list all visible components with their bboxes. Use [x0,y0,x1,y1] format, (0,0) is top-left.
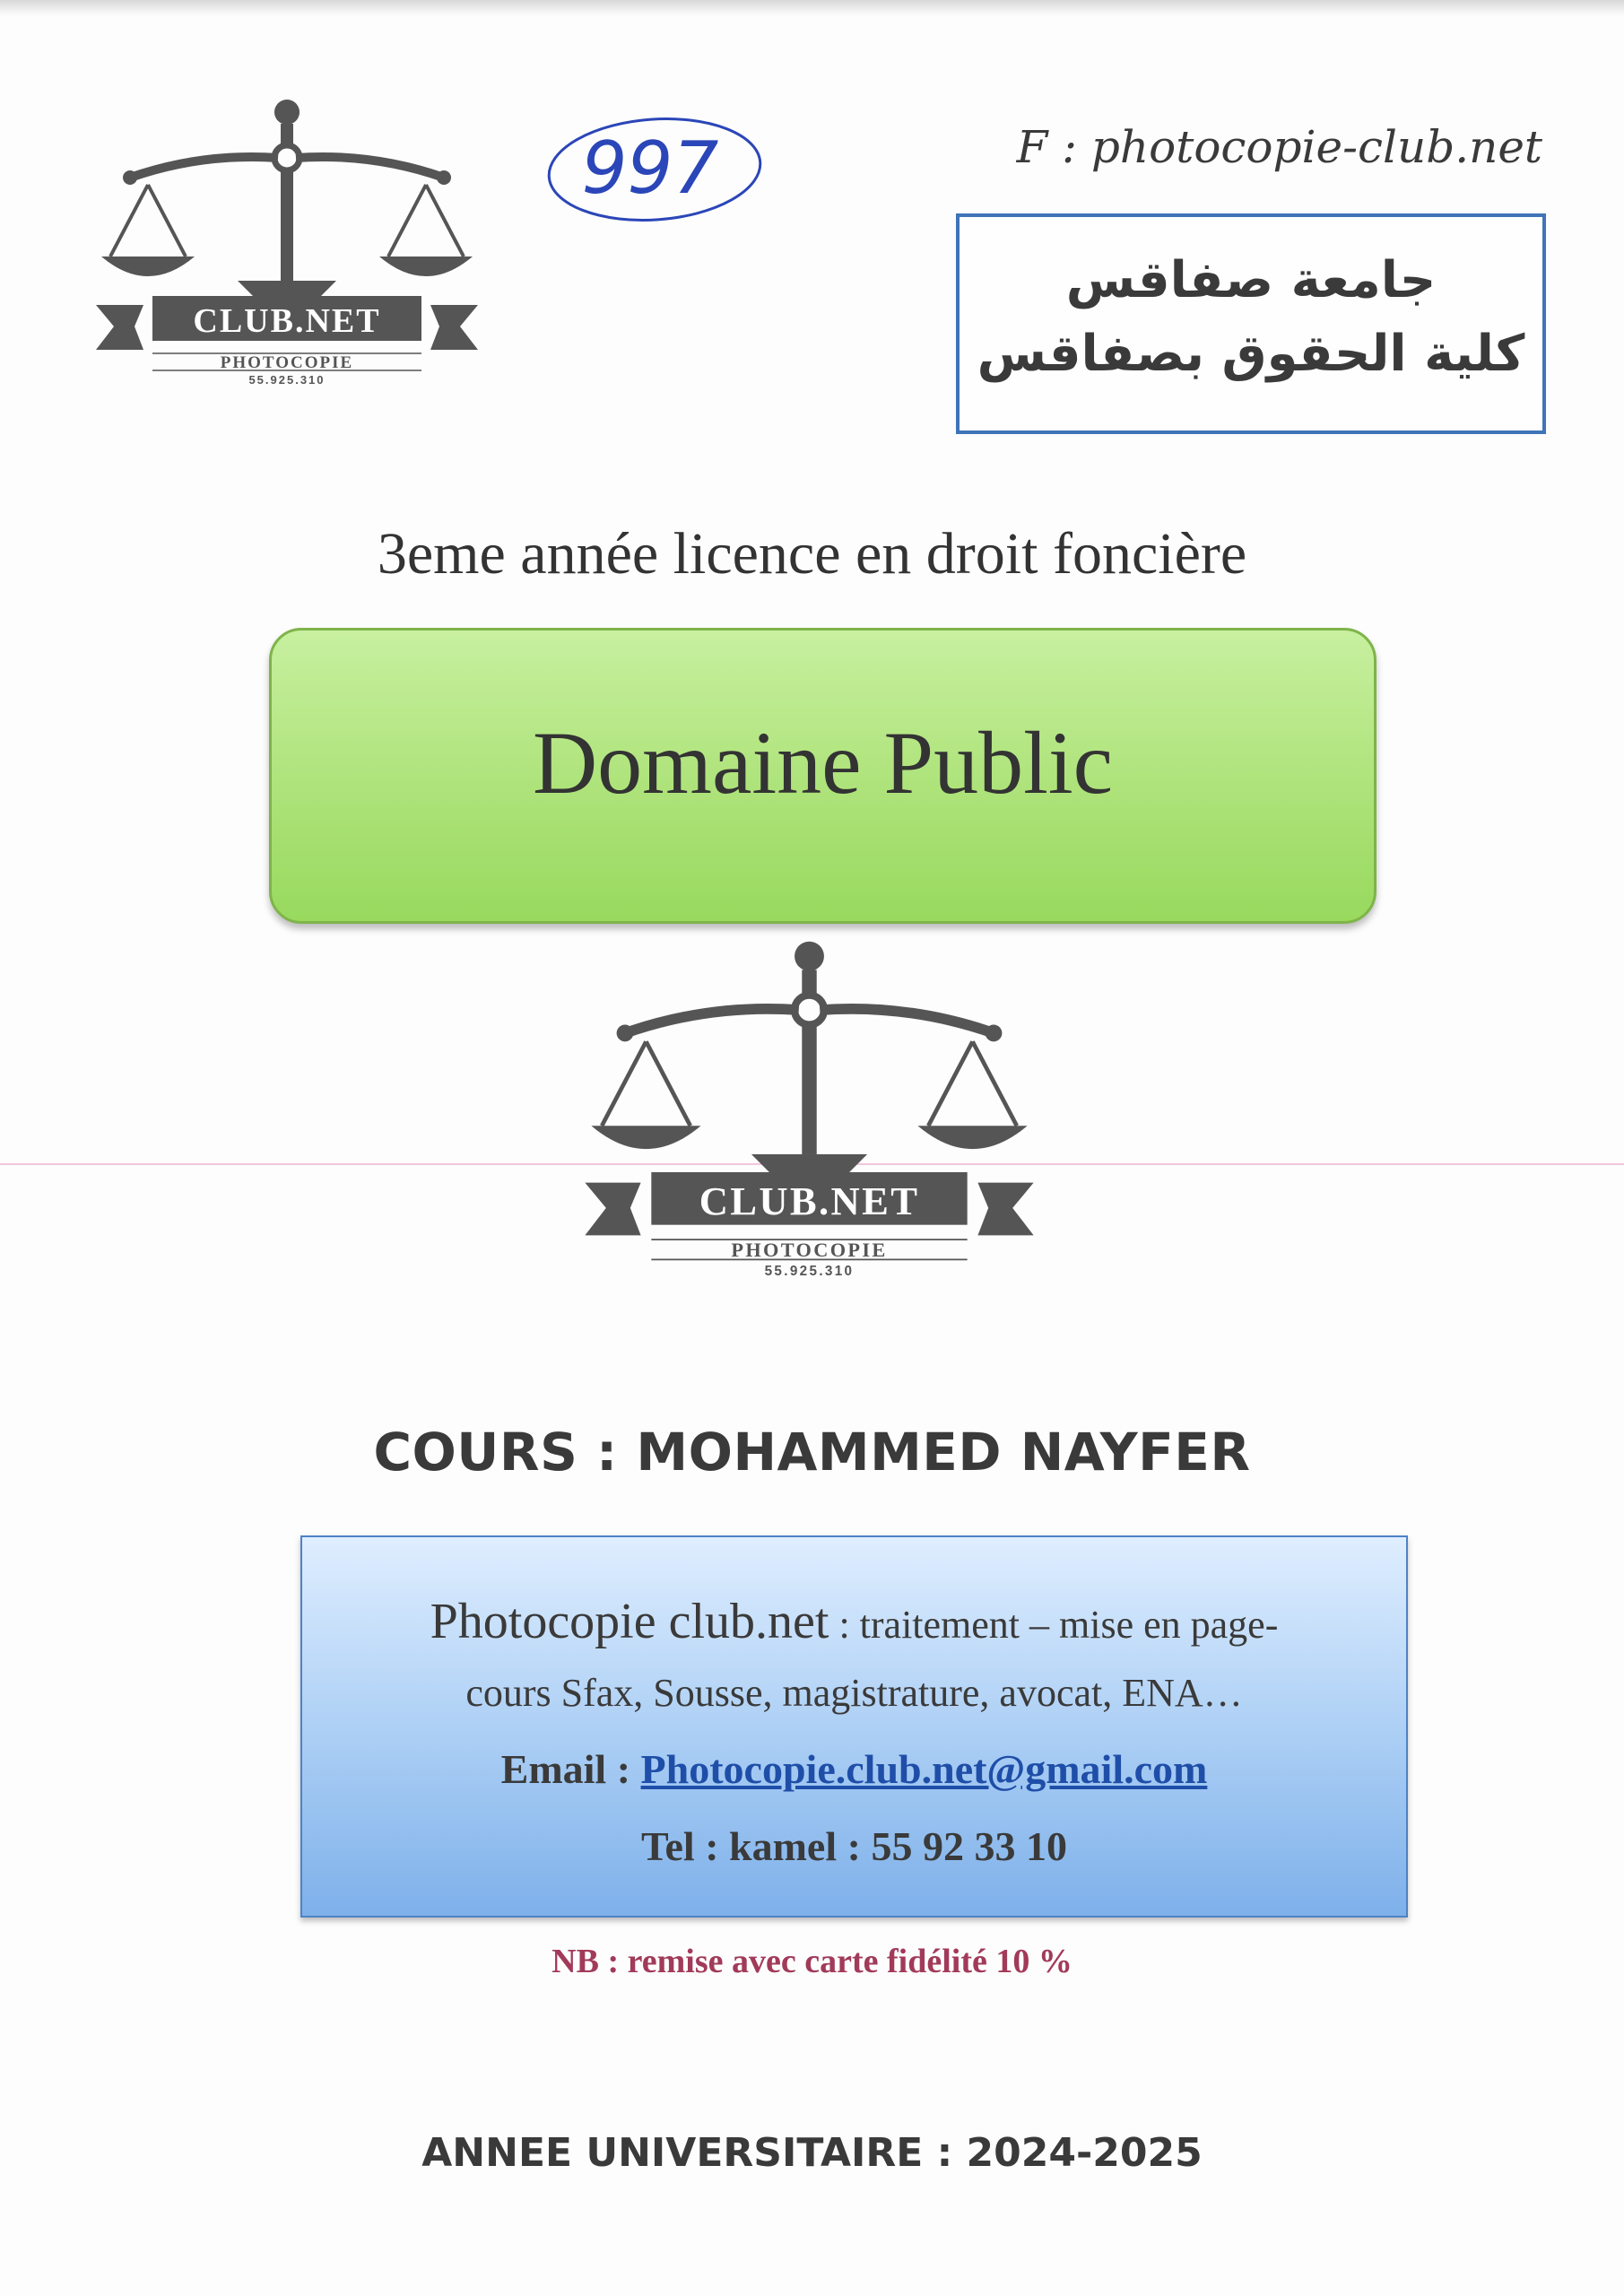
logo-phone: 55.925.310 [764,1264,855,1280]
contact-courses: cours Sfax, Sousse, magistrature, avocat, ENA… [465,1671,1243,1715]
discount-note: NB : remise avec carte fidélité 10 % [551,1943,1073,1980]
logo-subtitle: PHOTOCOPIE [731,1238,888,1261]
logo-subtitle: PHOTOCOPIE [220,353,354,372]
logo-brand: CLUB.NET [699,1178,920,1223]
scales-of-justice-icon [94,97,480,393]
academic-year: ANNEE UNIVERSITAIRE : 2024-2025 [421,2130,1203,2176]
contact-email-line [302,1745,1406,1793]
title-box [269,628,1376,924]
email-label: Email : [500,1746,641,1792]
level-heading: 3eme année licence en droit foncière [377,521,1247,587]
university-box [956,213,1546,434]
contact-box [300,1535,1408,1918]
scales-of-justice-icon [583,937,1036,1287]
contact-tel: Tel : kamel : 55 92 33 10 [641,1823,1067,1869]
document-title: Domaine Public [532,713,1114,813]
club-net-logo [94,97,480,393]
university-name: جامعة صفاقس [1065,251,1437,309]
club-net-logo-center [583,937,1036,1287]
contact-service: : traitement – mise en page- [829,1603,1279,1647]
contact-brand: Photocopie club.net [430,1594,829,1649]
logo-brand: CLUB.NET [193,302,381,340]
email-link[interactable]: Photocopie.club.net@gmail.com [640,1746,1208,1792]
faculty-name: كلية الحقوق بصفاقس [977,325,1525,383]
contact-brand-line [302,1593,1406,1650]
facebook-line: F : photocopie-club.net [1016,121,1542,173]
logo-phone: 55.925.310 [248,373,326,387]
scan-edge [0,0,1624,16]
handwritten-note [543,112,767,224]
handwritten-number: 997 [581,126,719,210]
course-author: COURS : MOHAMMED NAYFER [373,1422,1251,1483]
